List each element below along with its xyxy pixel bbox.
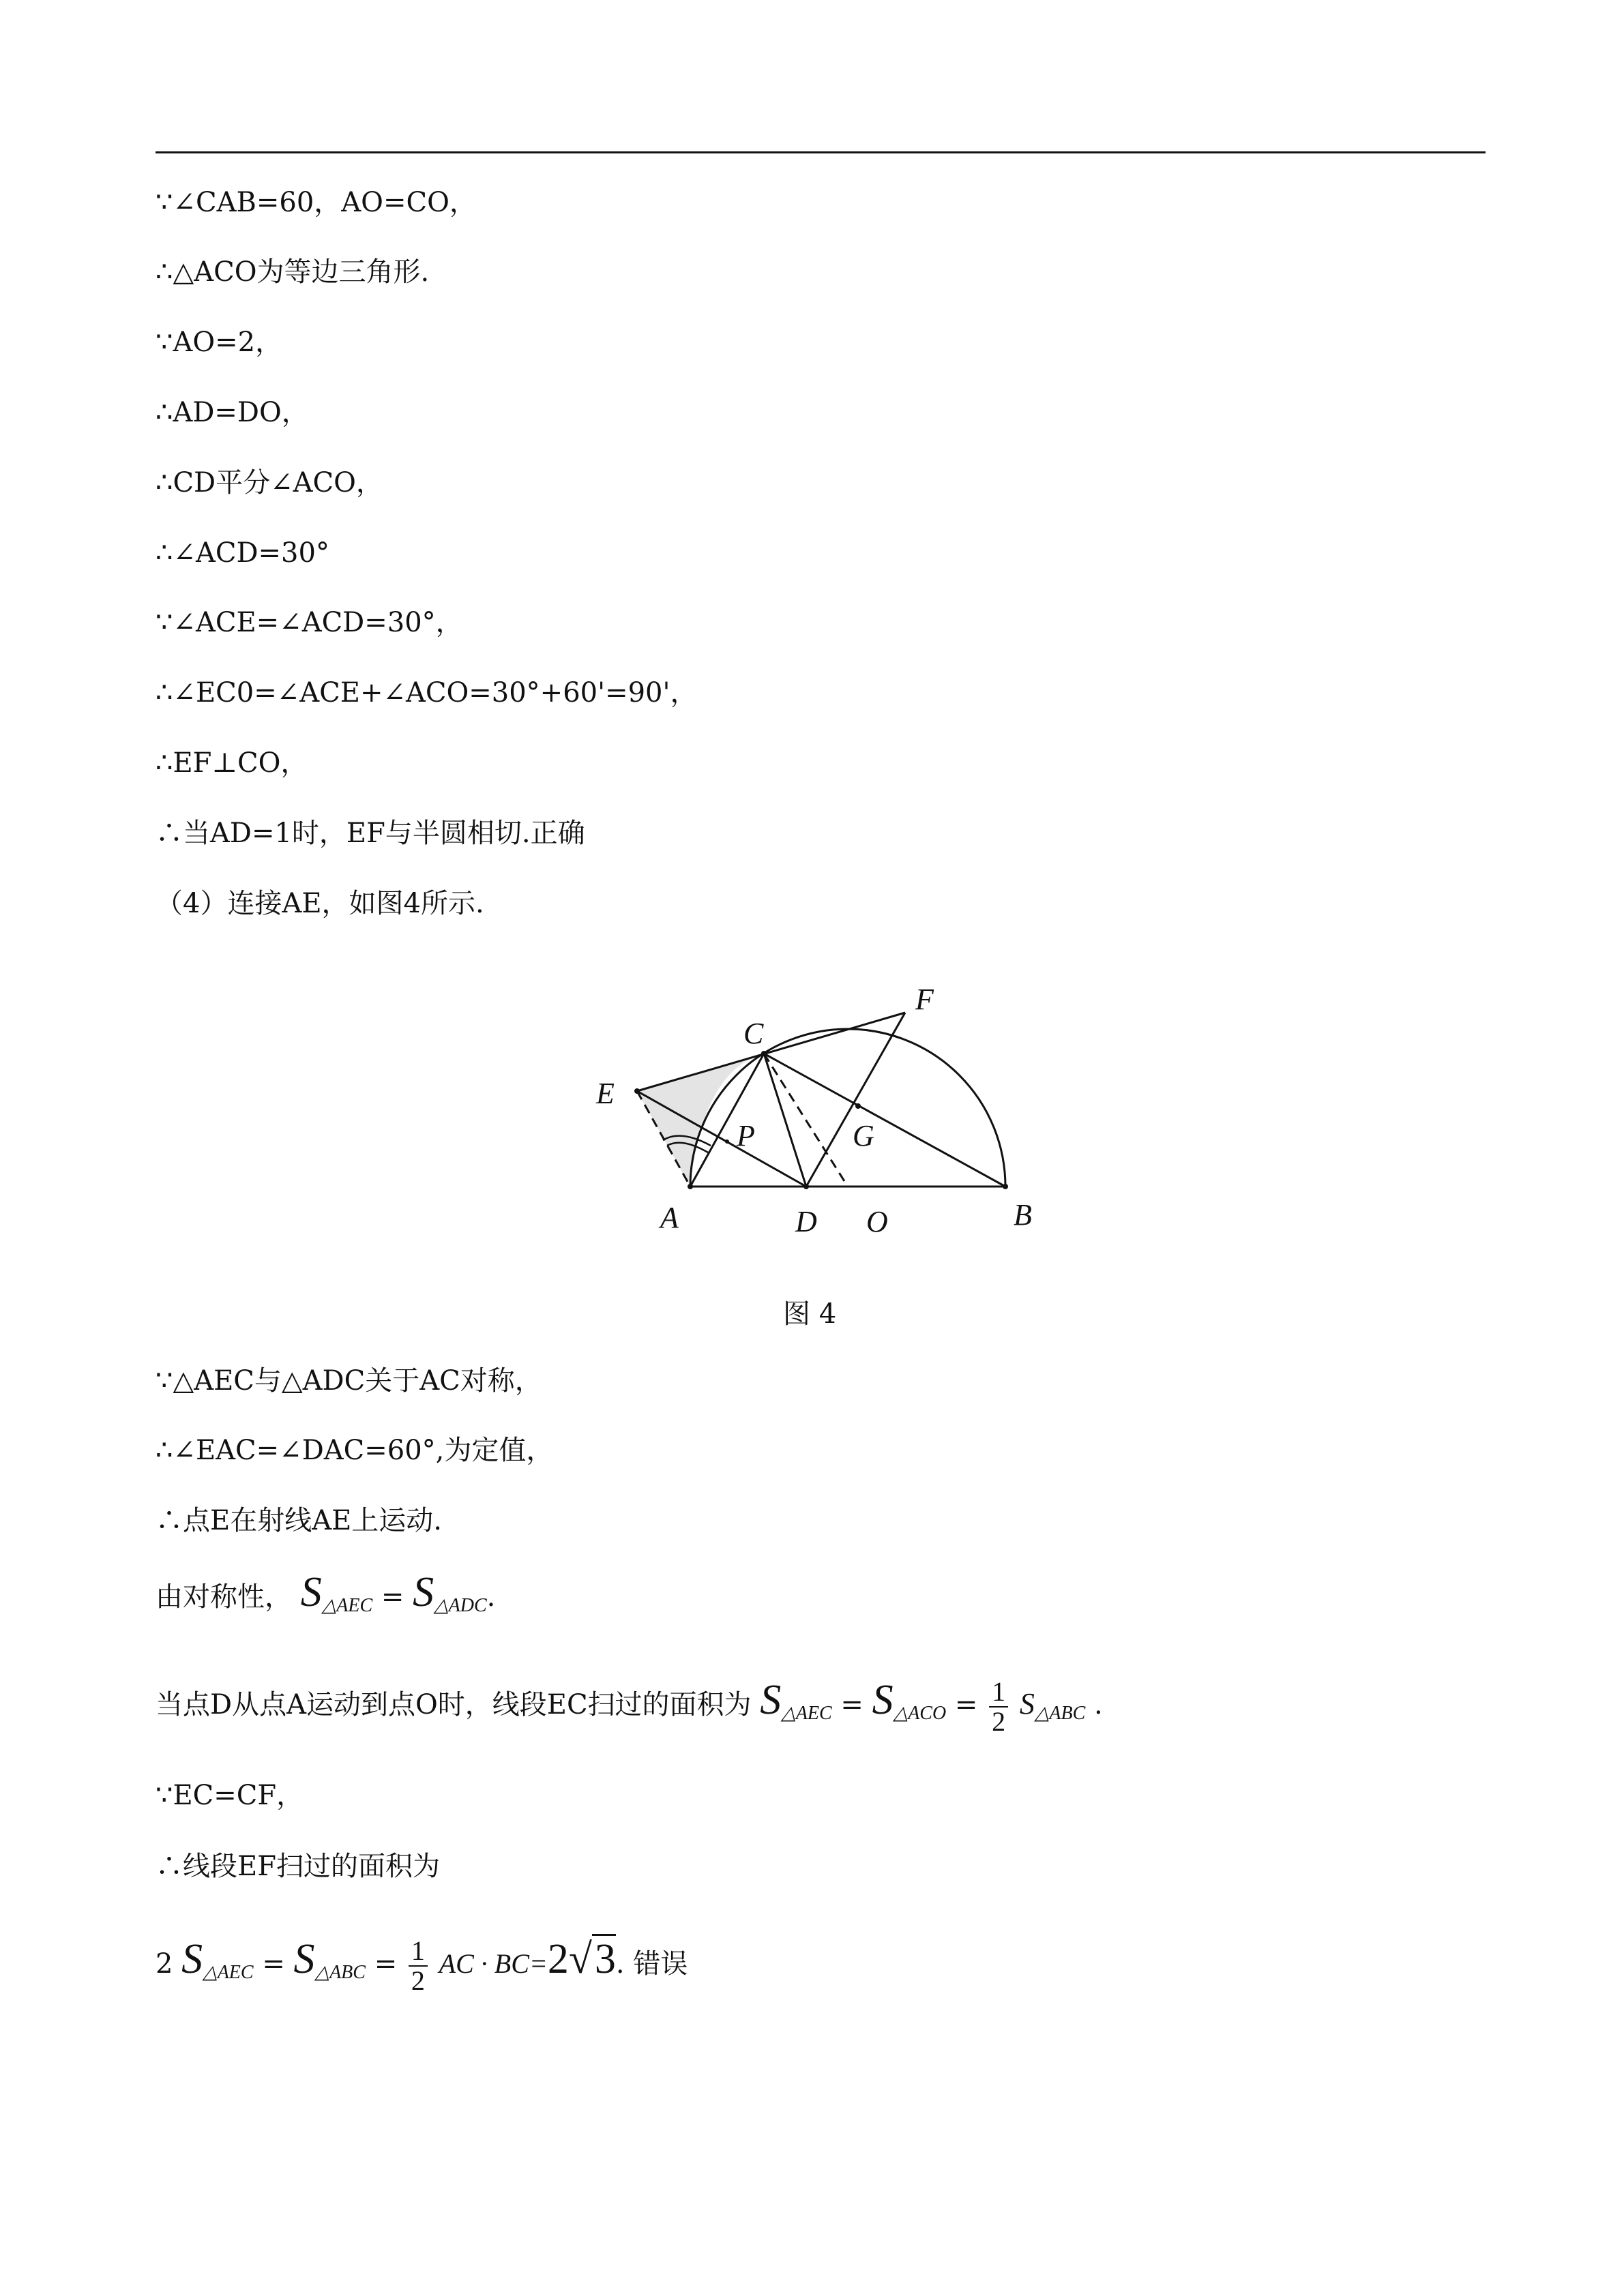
text-line-3: ∵AO=2， [156,327,283,358]
area-subscript-7: △ABC [314,1962,366,1983]
area-subscript-5: △ABC [1034,1703,1086,1724]
text-line-18: ∴线段EF扫过的面积为 [156,1851,440,1882]
label-p: P [737,1119,755,1152]
text-line-13: ∴∠EAC=∠DAC=60°,为定值， [156,1435,554,1466]
area-subscript-3: △AEC [781,1703,832,1724]
label-o: O [866,1205,888,1238]
text-line-17: ∵EC=CF， [156,1780,304,1811]
label-d: D [795,1205,817,1238]
area-symbol-1: S [300,1569,322,1615]
point-d [803,1184,809,1189]
product-ac-bc: AC · BC= [439,1948,548,1979]
point-e [634,1088,640,1094]
line16-text: 当点D从点A运动到点O时，线段EC扫过的面积为 [156,1689,752,1720]
text-line-15 [156,1569,496,1617]
fraction-den-2: 2 [411,1965,425,1996]
fraction-num-2: 1 [409,1937,428,1967]
label-f: F [915,983,934,1016]
point-a [688,1184,693,1189]
text-line-5: ∴CD平分∠ACO， [156,467,383,498]
sqrt-radicand: 3 [592,1934,616,1982]
equals-5: = [374,1948,398,1980]
segment-co-dashed [764,1054,848,1187]
text-line-7: ∵∠ACE=∠ACD=30°， [156,607,463,638]
label-b: B [1014,1198,1032,1232]
area-symbol-2: S [413,1569,434,1615]
text-line-2: ∴△ACO为等边三角形. [156,256,430,288]
area-symbol-4: S [872,1677,894,1723]
fraction-half-1 [989,1678,1008,1736]
text-line-14: ∴点E在射线AE上运动. [156,1505,442,1536]
text-line-11: （4）连接AE，如图4所示. [156,888,484,919]
segment-df [806,1013,905,1187]
point-c [761,1051,767,1056]
equals-4: = [262,1948,285,1980]
text-line-6: ∴∠ACD=30° [156,537,329,569]
area-subscript-1: △AEC [321,1595,373,1616]
equals-2: = [840,1689,863,1720]
area-subscript-2: △ADC [434,1595,487,1616]
point-g [855,1103,861,1109]
area-subscript-6: △AEC [203,1962,254,1983]
text-line-12: ∵△AEC与△ADC关于AC对称， [156,1365,542,1397]
result-wrong: . 错误 [615,1948,688,1980]
point-p [725,1139,729,1144]
text-line-1: ∵∠CAB=60，AO=CO， [156,187,477,218]
period-1: . [486,1581,496,1613]
equals-1: = [381,1581,404,1613]
label-e: E [596,1077,615,1110]
coefficient-two: 2 [156,1948,173,1980]
point-b [1003,1184,1008,1189]
label-a: A [660,1201,679,1234]
fraction-num-1: 1 [989,1678,1008,1708]
label-c: C [743,1017,764,1050]
area-symbol-5: S [1019,1687,1035,1720]
label-g: G [853,1119,874,1152]
text-line-8: ∴∠EC0=∠ACE+∠ACO=30°+60'=90'， [156,677,698,709]
text-line-19 [156,1937,688,1995]
line15-text: 由对称性， [156,1581,292,1613]
area-symbol-6: S [181,1936,203,1982]
text-line-4: ∴AD=DO， [156,397,309,428]
text-line-16 [156,1678,1103,1736]
sqrt-expression: 2√3 [548,1934,616,1982]
period-2: . [1094,1689,1103,1720]
area-subscript-4: △ACO [893,1703,947,1724]
area-symbol-3: S [760,1677,782,1723]
fraction-den-1: 2 [992,1706,1006,1737]
sqrt-coefficient: 2 [547,1936,569,1982]
text-line-9: ∴EF⊥CO， [156,747,308,779]
area-symbol-7: S [293,1936,315,1982]
figure-caption: 图 4 [783,1298,837,1330]
semicircle-arc [690,1029,1005,1187]
text-line-10: ∴当AD=1时，EF与半圆相切.正确 [156,818,585,849]
fraction-half-2 [409,1937,428,1995]
equals-3: = [954,1689,978,1720]
